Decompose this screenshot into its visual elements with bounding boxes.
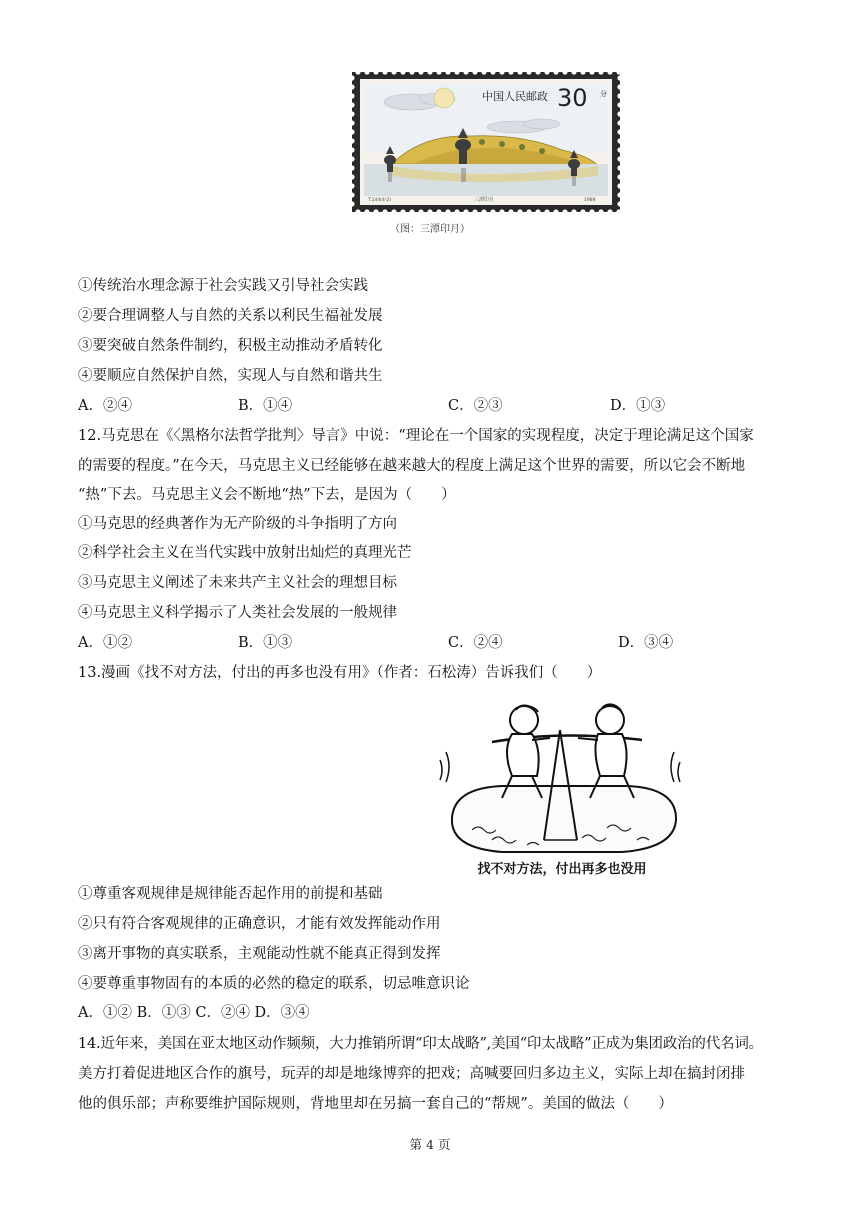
stamp-year: 1989 <box>584 198 596 203</box>
q12-statement-4: ④马克思主义科学揭示了人类社会发展的一般规律 <box>78 605 397 621</box>
q11-statement-1: ①传统治水理念源于社会实践又引导社会实践 <box>78 278 368 294</box>
q12-choice-b[interactable]: B．①③ <box>238 635 293 651</box>
q12-statement-1: ①马克思的经典著作为无产阶级的斗争指明了方向 <box>78 516 397 532</box>
q13-choices: A．①② B．①③ C．②④ D．③④ <box>78 1005 310 1021</box>
q13-statement-2: ②只有符合客观规律的正确意识，才能有效发挥能动作用 <box>78 916 441 932</box>
q11-choice-b[interactable]: B．①④ <box>238 398 293 414</box>
stamp-figure <box>352 72 620 212</box>
q11-choice-c[interactable]: C．②③ <box>448 398 503 414</box>
q13-statement-3: ③离开事物的真实联系，主观能动性就不能真正得到发挥 <box>78 946 441 962</box>
cartoon-image <box>432 690 692 880</box>
stamp-inscription: 中国人民邮政 <box>482 90 548 103</box>
page-footer: 第 4 页 <box>409 1137 451 1152</box>
q14-stem-line-2: 美方打着促进地区合作的旗号，玩弄的却是地缘博弈的把戏；高喊要回归多边主义，实际上却在搞封闭排 <box>78 1066 745 1082</box>
q11-statement-3: ③要突破自然条件制约，积极主动推动矛盾转化 <box>78 338 383 354</box>
q12-choice-c[interactable]: C．②④ <box>448 635 503 651</box>
q12-choice-a[interactable]: A．①② <box>78 635 132 651</box>
q12-statement-3: ③马克思主义阐述了未来共产主义社会的理想目标 <box>78 575 397 591</box>
q11-choice-a[interactable]: A．②④ <box>78 398 132 414</box>
q14-stem-line-3: 他的俱乐部；声称要维护国际规则，背地里却在另搞一套自己的“帮规”。美国的做法（ ） <box>78 1096 673 1112</box>
q12-choice-d[interactable]: D．③④ <box>618 635 674 651</box>
q14-stem-line-1: 14.近年来，美国在亚太地区动作频频，大力推销所谓“印太战略”,美国“印太战略”正成为集团政治的代名词。 <box>78 1036 763 1052</box>
q13-statement-4: ④要尊重事物固有的本质的必然的稳定的联系，切忌唯意识论 <box>78 976 470 992</box>
q11-choices <box>78 396 778 416</box>
q13-statement-1: ①尊重客观规律是规律能否起作用的前提和基础 <box>78 886 383 902</box>
q11-statement-2: ②要合理调整人与自然的关系以利民生福祉发展 <box>78 308 383 324</box>
q12-stem-line-1: 12.马克思在《〈黑格尔法哲学批判〉导言》中说：“理论在一个国家的实现程度，决定于理论满足这个国家 <box>78 428 754 444</box>
q11-statement-4: ④要顺应自然保护自然，实现人与自然和谐共生 <box>78 368 383 384</box>
stamp-title-small: 三潭印月 <box>474 197 495 203</box>
q12-choices <box>78 633 778 653</box>
q12-stem-line-2: 的需要的程度。”在今天，马克思主义已经能够在越来越大的程度上满足这个世界的需要，所以它会不断地 <box>78 458 746 474</box>
q13-stem: 13.漫画《找不对方法，付出的再多也没有用》（作者：石松涛）告诉我们（ ） <box>78 665 602 681</box>
cartoon-caption: 找不对方法，付出再多也没用 <box>477 862 647 877</box>
stamp-denomination: 30 <box>557 84 588 112</box>
cartoon-figure <box>432 690 692 880</box>
stamp-denomination-unit: 分 <box>600 90 607 98</box>
stamp-serial: T.144(4-2) <box>368 198 392 203</box>
q11-choice-d[interactable]: D．①③ <box>610 398 666 414</box>
q12-statement-2: ②科学社会主义在当代实践中放射出灿烂的真理光芒 <box>78 545 412 561</box>
q12-stem-line-3: “热”下去。马克思主义会不断地“热”下去，是因为（ ） <box>78 487 456 503</box>
stamp-image <box>352 72 620 212</box>
stamp-caption: （图：三潭印月） <box>390 224 470 235</box>
